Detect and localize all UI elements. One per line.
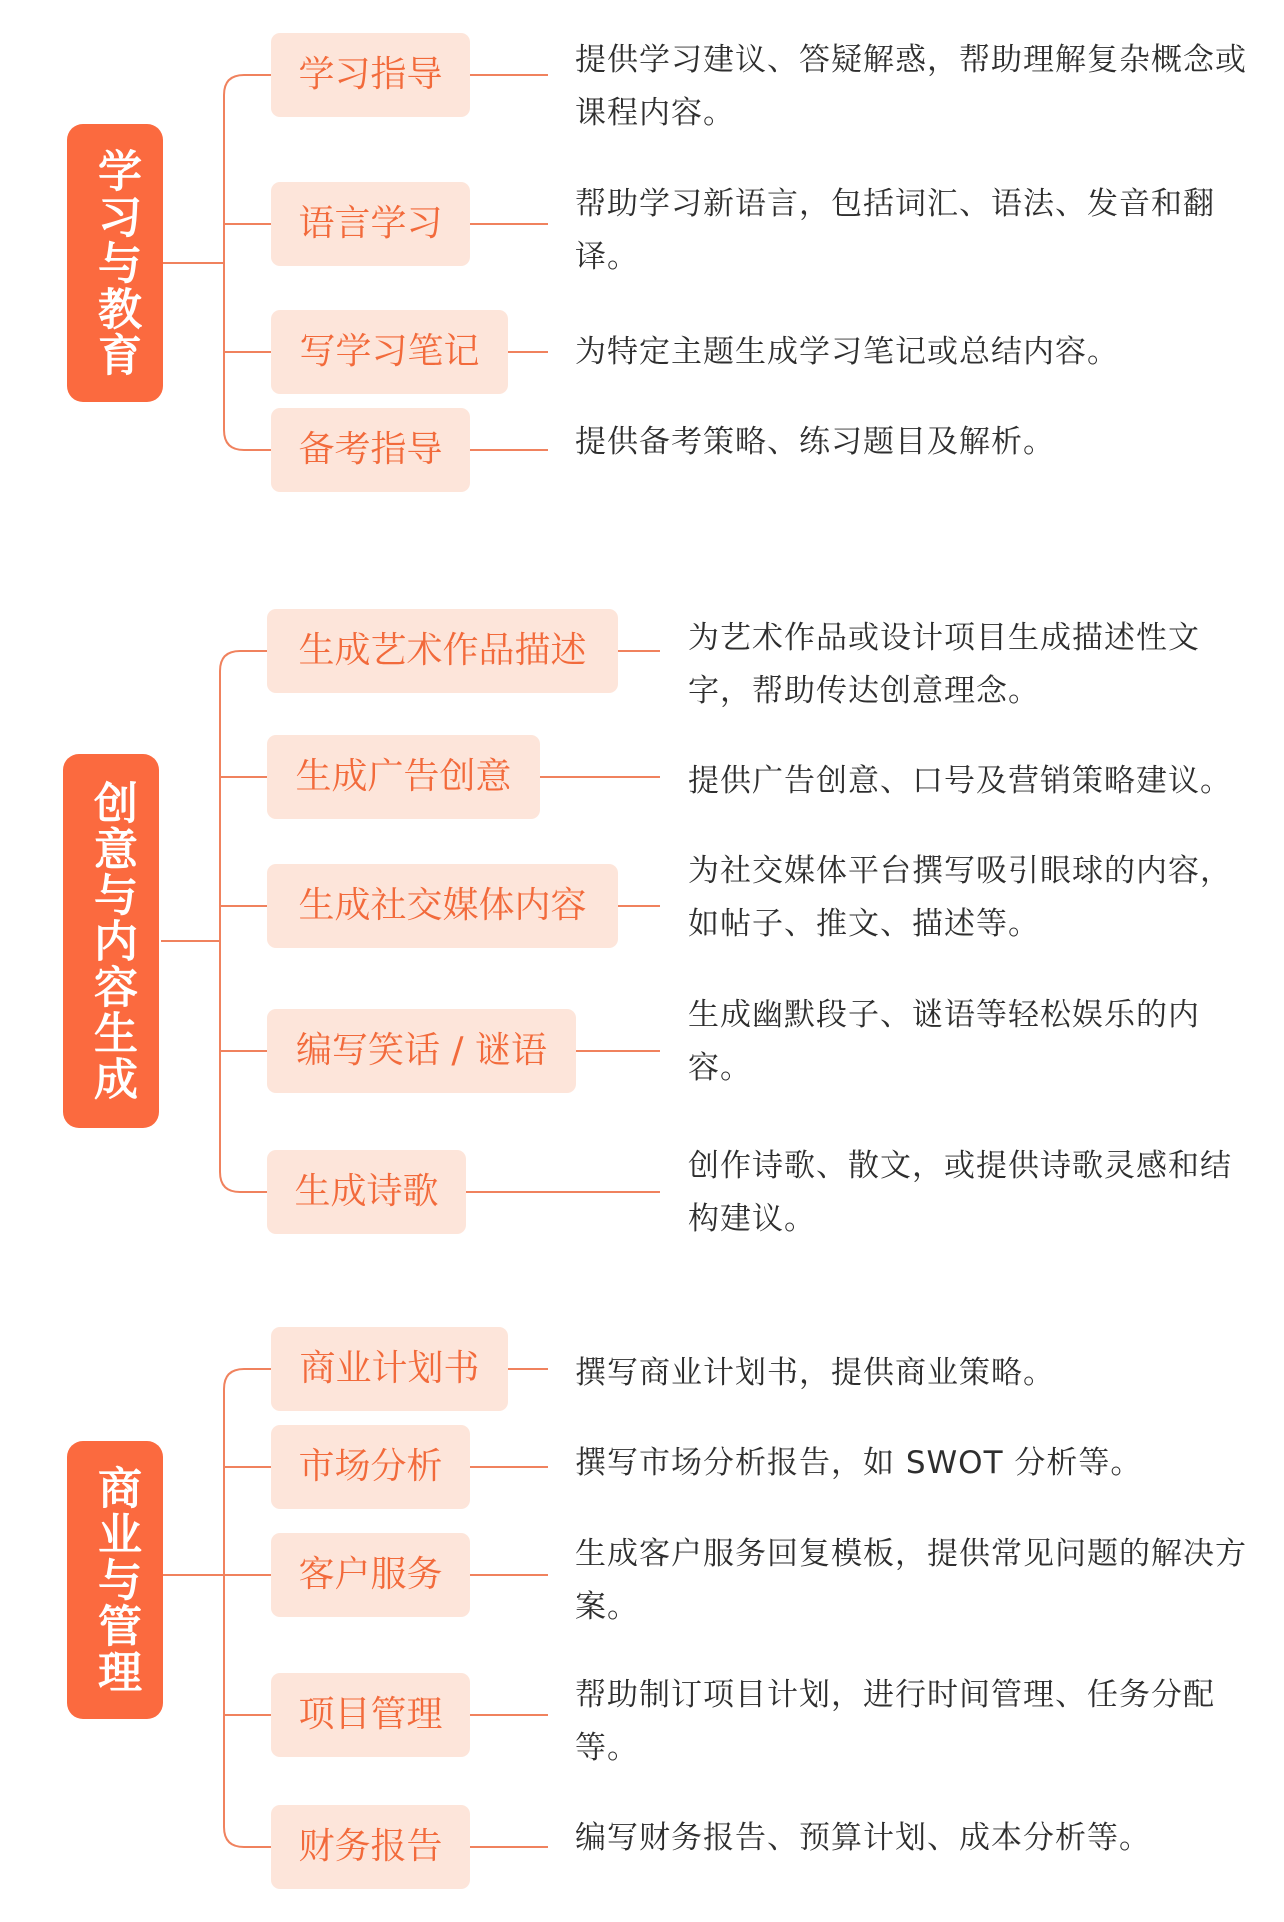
desc-market-analysis: 撰写市场分析报告，如 SWOT 分析等。 [575,1445,1143,1481]
node-study-notes[interactable]: 写学习笔记 [271,310,508,394]
node-language-learning[interactable]: 语言学习 [271,182,470,266]
desc-study-notes: 为特定主题生成学习笔记或总结内容。 [575,334,1119,370]
desc-social-media: 为社交媒体平台撰写吸引眼球的内容，如帖子、推文、描述等。 [688,853,1232,942]
node-project-management[interactable]: 项目管理 [271,1673,470,1757]
desc-project-management: 帮助制订项目计划，进行时间管理、任务分配等。 [575,1677,1215,1766]
desc-art-description: 为艺术作品或设计项目生成描述性文字，帮助传达创意理念。 [688,620,1200,709]
node-customer-service[interactable]: 客户服务 [271,1533,470,1617]
desc-exam-prep: 提供备考策略、练习题目及解析。 [575,424,1055,460]
node-exam-prep[interactable]: 备考指导 [271,408,470,492]
desc-financial-report: 编写财务报告、预算计划、成本分析等。 [575,1820,1151,1856]
desc-language-learning: 帮助学习新语言，包括词汇、语法、发音和翻译。 [575,186,1215,275]
node-social-media[interactable]: 生成社交媒体内容 [267,864,618,948]
node-business-plan[interactable]: 商业计划书 [271,1327,508,1411]
desc-poetry: 创作诗歌、散文，或提供诗歌灵感和结构建议。 [688,1148,1232,1237]
category-business-management: 商业与管理 [67,1441,163,1719]
node-poetry[interactable]: 生成诗歌 [267,1150,466,1234]
desc-study-guidance: 提供学习建议、答疑解惑，帮助理解复杂概念或课程内容。 [575,42,1247,131]
category-learning-education: 学习与教育 [67,124,163,402]
desc-customer-service: 生成客户服务回复模板，提供常见问题的解决方案。 [575,1536,1247,1625]
node-study-guidance[interactable]: 学习指导 [271,33,470,117]
desc-jokes-riddles: 生成幽默段子、谜语等轻松娱乐的内容。 [688,997,1200,1086]
desc-business-plan: 撰写商业计划书，提供商业策略。 [575,1355,1055,1391]
node-financial-report[interactable]: 财务报告 [271,1805,470,1889]
desc-ad-ideas: 提供广告创意、口号及营销策略建议。 [688,763,1232,799]
node-market-analysis[interactable]: 市场分析 [271,1425,470,1509]
node-ad-ideas[interactable]: 生成广告创意 [267,735,540,819]
node-art-description[interactable]: 生成艺术作品描述 [267,609,618,693]
category-creative-content: 创意与内容生成 [63,754,159,1128]
node-jokes-riddles[interactable]: 编写笑话 / 谜语 [267,1009,576,1093]
